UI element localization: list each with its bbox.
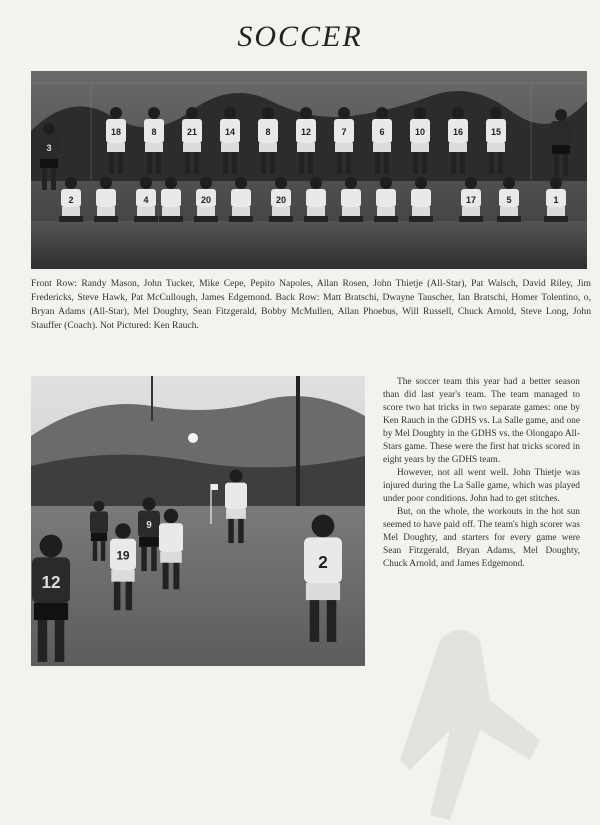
jersey-number: 18	[110, 127, 122, 137]
bleed-through-figure	[380, 620, 600, 825]
jersey-number: 16	[452, 127, 464, 137]
game-action-photo	[31, 376, 365, 666]
article-body	[383, 376, 580, 571]
jersey-number: 12	[41, 572, 61, 592]
jersey-number: 20	[200, 195, 212, 205]
jersey-number: 10	[414, 127, 426, 137]
jersey-number: 5	[506, 195, 512, 205]
jersey-number: 2	[68, 195, 74, 205]
jersey-number: 3	[46, 143, 52, 153]
jersey-number: 1	[553, 195, 559, 205]
article-paragraph-1: The soccer team this year had a better season than did last year's team. The team managed to score two hat tricks in two separate games: one by Ken Rauch in the GDHS vs. La Salle game, and one by Mel Doughty in the GDHS vs. the Olongapo All-Stars game. These were the first hat tricks scored in eight years by the GDHS team.	[383, 377, 580, 465]
jersey-number: 14	[224, 127, 236, 137]
jersey-number: 8	[151, 127, 157, 137]
jersey-number: 17	[465, 195, 477, 205]
team-photo-caption: Front Row: Randy Mason, John Tucker, Mike Cepe, Pepito Napoles, Allan Rosen, John Thietje (All-Star), Pat Walsch, David Riley, Jim Fredericks, Steve Hawk, Pat McCullough, James Edgemond. Back Row: Matt Bratschi, Dwayne Tauscher, Ian Bratschi, Homer Tolentino, o, Bryan Adams (All-Star), Mel Doughty, Sean Fitzgerald, Bobby McMullen, Allan Phoebus, Will Russell, Chuck Arnold, Steve Long, John Stauffer (Coach). Not Pictured: Ken Rauch.	[31, 278, 591, 331]
jersey-number: 9	[146, 520, 152, 532]
game-photo-illustration	[31, 376, 365, 666]
jersey-number: 6	[379, 127, 385, 137]
team-photo	[31, 71, 587, 269]
jersey-number: 4	[143, 195, 149, 205]
article-paragraph-3: But, on the whole, the workouts in the hot sun seemed to have paid off. The team's high scorer was Mel Doughty, and starters for every game were Sean Fitzgerald, Bryan Adams, Mel Doughty, Chuck Arnold, and James Edgemond.	[383, 507, 580, 569]
jersey-number: 12	[300, 127, 312, 137]
jersey-number: 21	[186, 127, 198, 137]
jersey-number: 2	[318, 552, 328, 572]
jersey-number: 19	[116, 549, 130, 563]
jersey-number: 7	[341, 127, 347, 137]
jersey-number: 20	[275, 195, 287, 205]
jersey-number: 15	[490, 127, 502, 137]
team-photo-illustration	[31, 71, 587, 269]
jersey-number: 8	[265, 127, 271, 137]
article-paragraph-2: However, not all went well. John Thietje was injured during the La Salle game, which was played under poor conditions. John had to get stitches.	[383, 468, 580, 504]
page-title: SOCCER	[237, 20, 363, 53]
